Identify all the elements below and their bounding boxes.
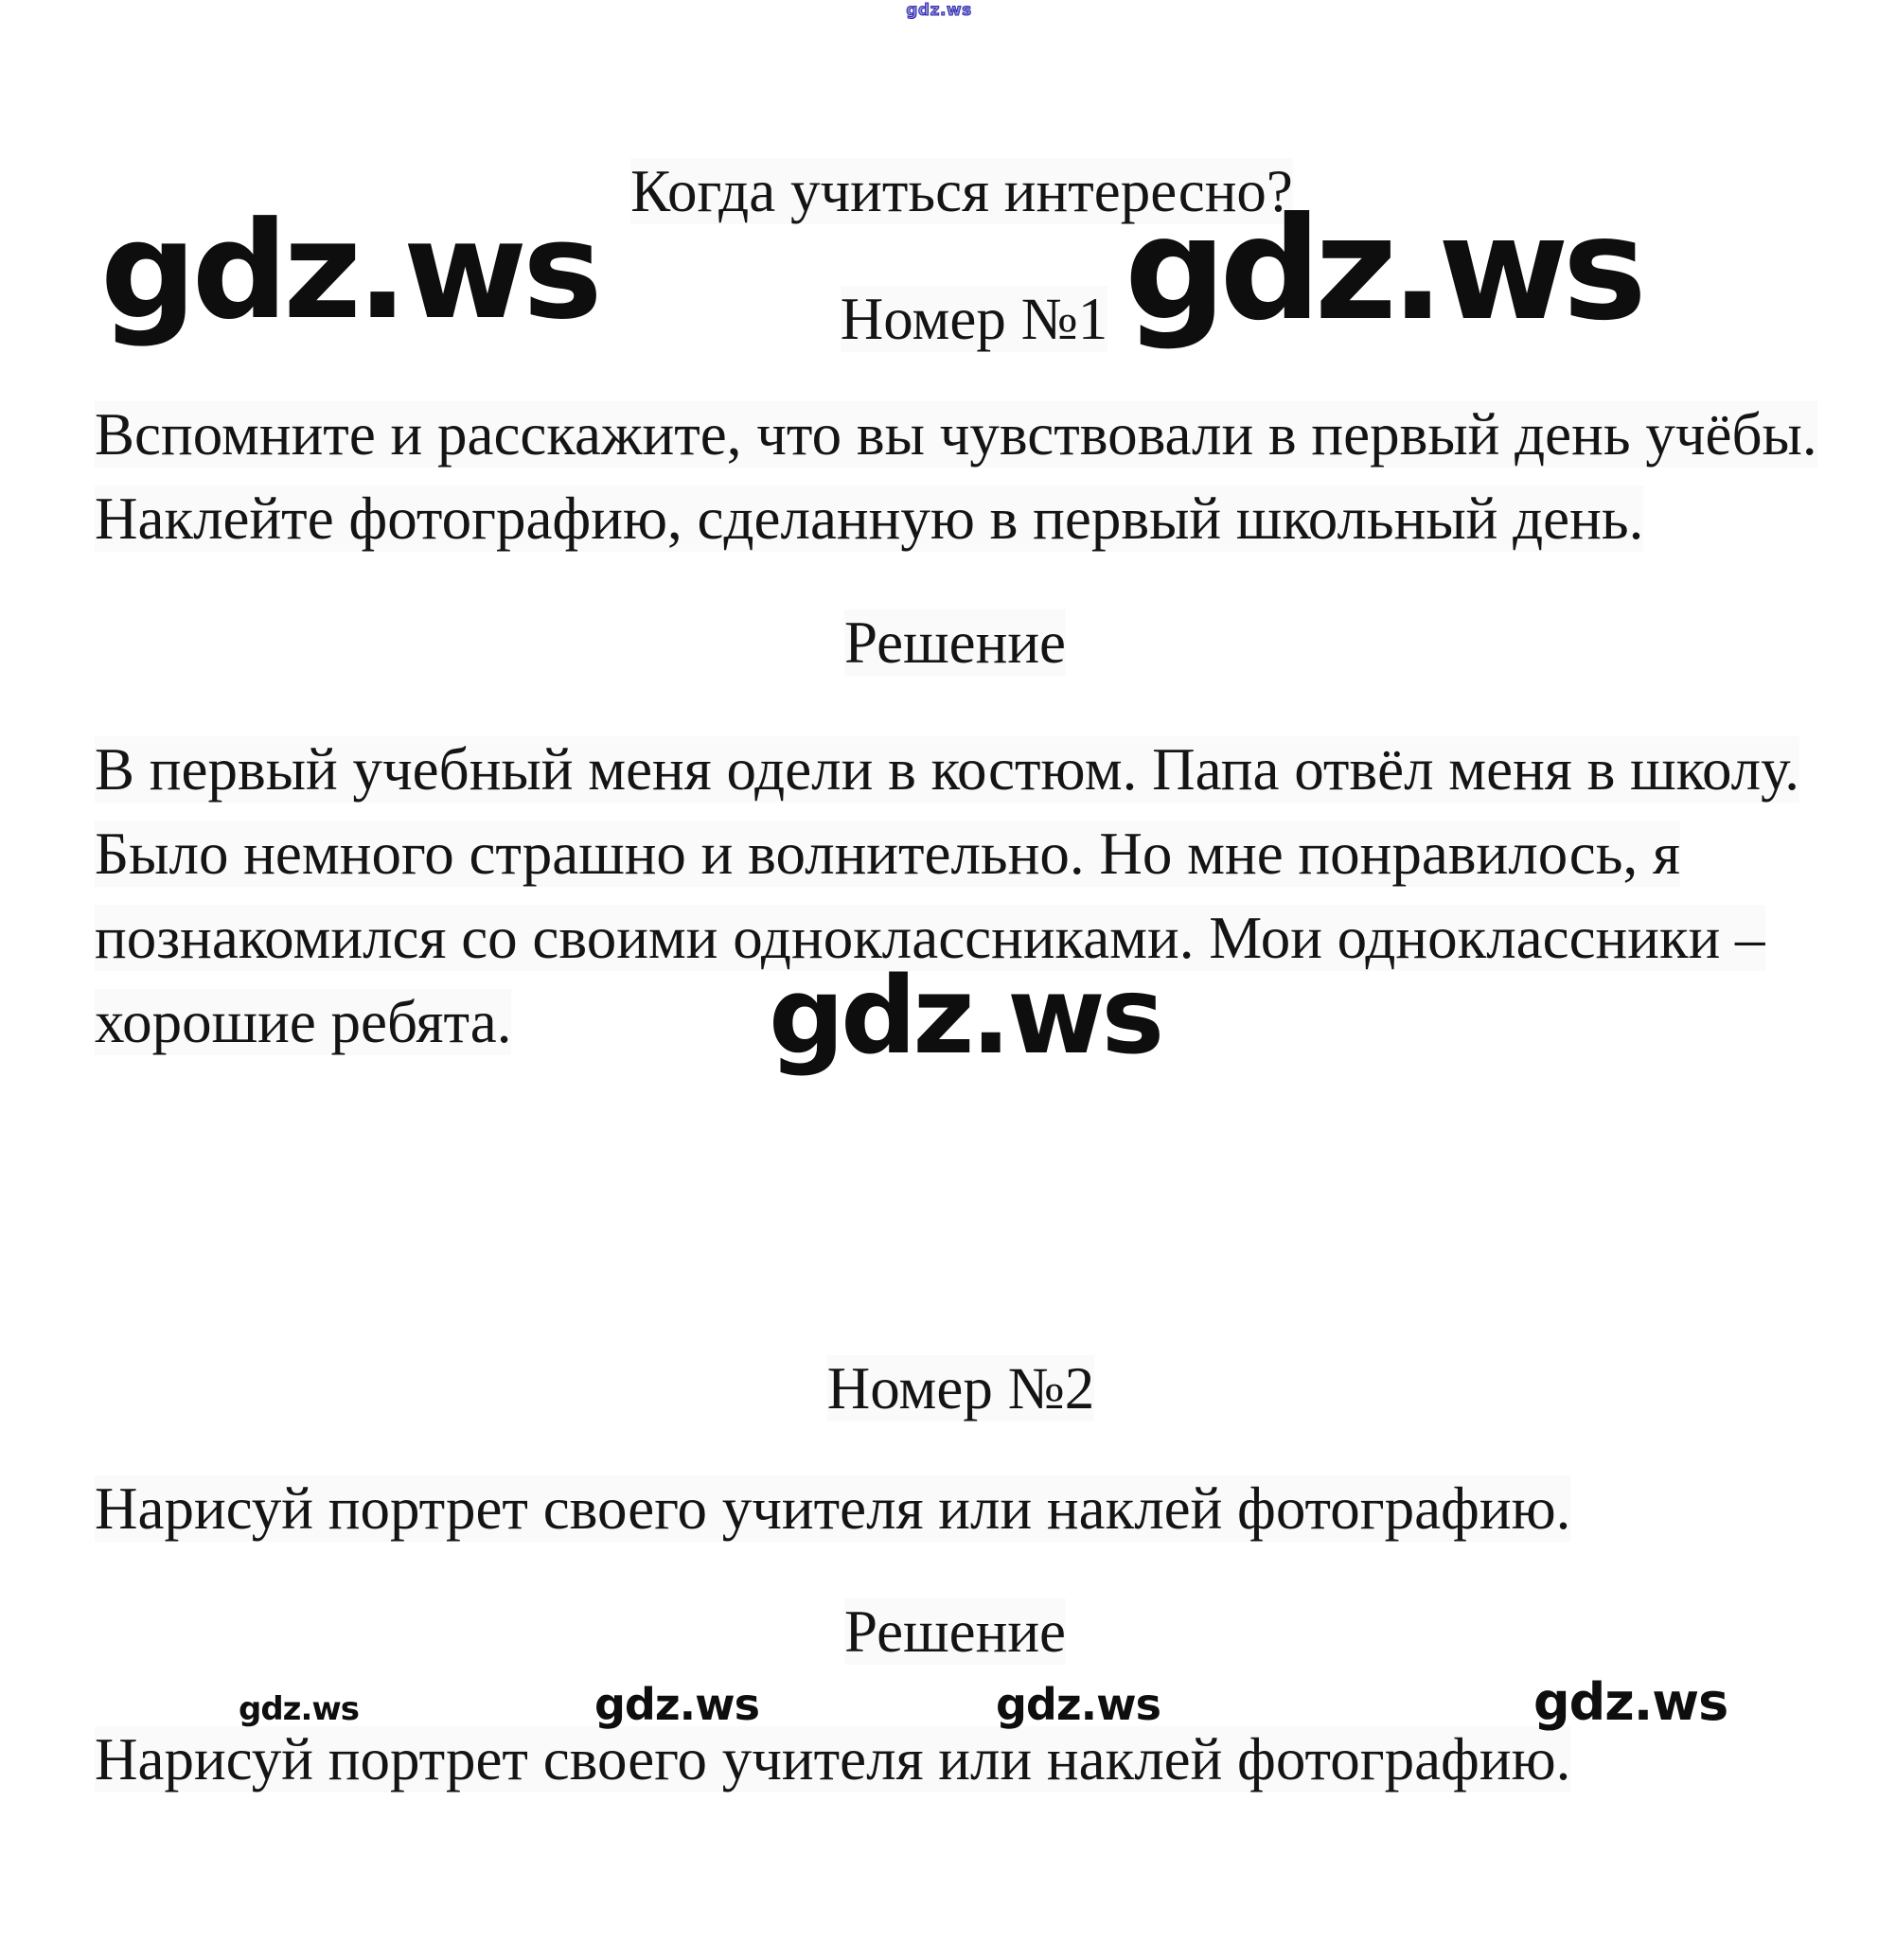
solution-1-heading [16,601,1878,685]
task-1-line-2-text: Наклейте фотографию, сделанную в первый школьный день. [95,486,1644,552]
solution-1-line-1 [95,728,1799,812]
gdz-logo-left: gdz.ws [100,193,598,349]
task-1-line-1-text: Вспомните и расскажите, что вы чувствовали в первый день учёбы. [95,401,1817,468]
solution-1-line-2-text: Было немного страшно и волнительно. Но мне понравилось, я [95,821,1680,887]
solution-2-line-1 [95,1718,1570,1802]
task-1-text [95,393,1817,561]
task-1-line-2 [95,477,1817,561]
solution-2-text [95,1718,1570,1802]
task-2-text [95,1467,1570,1551]
gdz-watermark-bottom-4: gdz.ws [1533,1672,1728,1732]
task-1-heading-text: Номер №1 [840,286,1108,352]
page-title-text: Когда учиться интересно? [630,158,1293,224]
task-2-line-1-text: Нарисуй портрет своего учителя или наклей фотографию. [95,1475,1571,1542]
solution-1-line-2 [95,812,1799,896]
gdz-watermark-bottom-3: gdz.ws [996,1679,1160,1730]
solution-1-heading-text: Решение [843,609,1067,676]
solution-1-line-1-text: В первый учебный меня одели в костюм. Папа отвёл меня в школу. [95,736,1800,803]
gdz-watermark-center: gdz.ws [769,955,1161,1078]
solution-2-line-1-text: Нарисуй портрет своего учителя или наклей фотографию. [95,1726,1571,1792]
task-2-line-1 [95,1467,1570,1551]
gdz-watermark-bottom-1: gdz.ws [239,1690,360,1728]
gdz-watermark-bottom-2: gdz.ws [594,1679,759,1730]
task-2-heading [22,1347,1878,1431]
gdz-logo-right: gdz.ws [1125,187,1640,352]
gdz-watermark-top: gdz.ws [906,1,972,20]
task-1-line-1 [95,393,1817,477]
solution-1-line-4-text: хорошие ребята. [95,989,512,1055]
solution-2-heading [16,1590,1878,1674]
task-2-heading-text: Номер №2 [826,1355,1095,1421]
solution-2-heading-text: Решение [843,1598,1067,1665]
solution-1-line-3-text: познакомился со своими одноклассниками. Мои одноклассники – [95,905,1765,971]
